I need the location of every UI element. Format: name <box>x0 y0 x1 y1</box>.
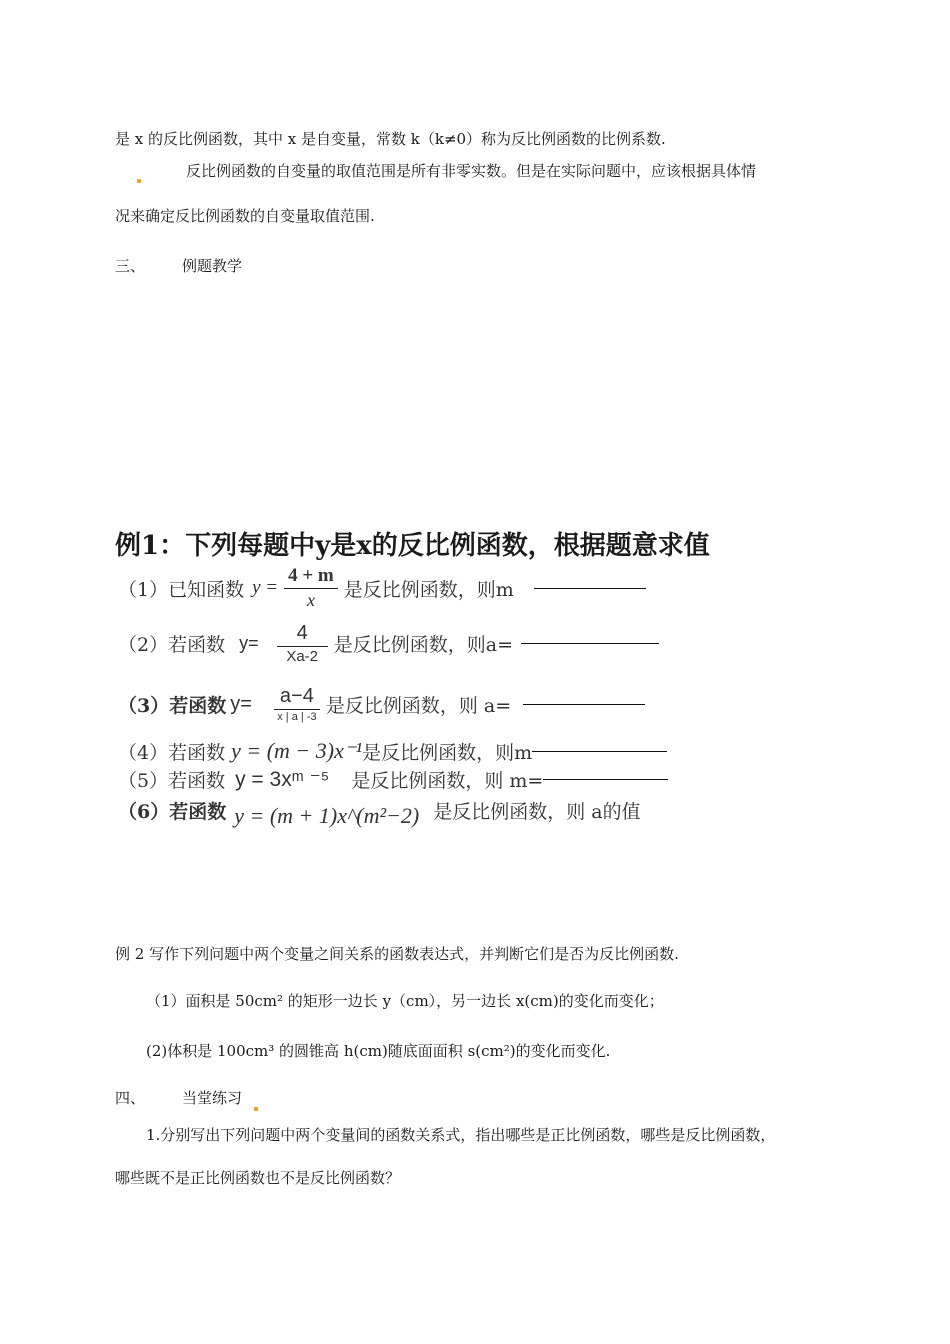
math-prefix: y= <box>230 692 252 715</box>
fraction <box>277 622 328 665</box>
item-tail: 是反比例函数，则m <box>362 741 533 764</box>
denominator: x <box>306 590 315 610</box>
marker-dot <box>254 1098 258 1117</box>
item-label: （2）若函数 <box>118 633 226 656</box>
item-label: （1）已知函数 <box>118 578 245 601</box>
marker-dot <box>137 170 141 189</box>
intro-line-1: 是 x 的反比例函数，其中 x 是自变量，常数 k（k≠0）称为反比例函数的比例系数. <box>115 130 666 148</box>
example-1-item-3 <box>118 677 645 731</box>
numerator: 4 + m <box>284 565 338 589</box>
section-3-title: 例题教学 <box>182 257 243 275</box>
answer-blank[interactable] <box>532 751 667 752</box>
example-1-item-1 <box>118 563 646 613</box>
numerator: 4 <box>277 622 328 647</box>
math-prefix: y= <box>239 632 259 653</box>
item-label: （5）若函数 <box>118 769 226 792</box>
item-tail: 是反比例函数，则 m= <box>351 769 544 792</box>
numerator: a−4 <box>274 685 320 710</box>
math-expression: y = 3xᵐ ⁻⁵ <box>235 767 330 791</box>
answer-blank[interactable] <box>523 704 645 705</box>
answer-blank[interactable] <box>521 643 659 644</box>
item-label: （4）若函数 <box>118 741 226 764</box>
intro-line-3: 况来确定反比例函数的自变量取值范围. <box>115 207 375 225</box>
denominator: x | a | -3 <box>277 711 317 723</box>
example-1-item-2 <box>118 617 659 669</box>
section-4-title: 当堂练习 <box>182 1089 243 1107</box>
math-expression: y = (m − 3)x⁻¹ <box>231 738 363 763</box>
example-1-item-6 <box>118 793 641 827</box>
answer-blank[interactable] <box>534 588 646 589</box>
example-2-question-2: (2)体积是 100cm³ 的圆锥高 h(cm)随底面面积 s(cm²)的变化而变化. <box>146 1042 611 1060</box>
example-2-title: 例 2 写作下列问题中两个变量之间关系的函数表达式，并判断它们是否为反比例函数. <box>115 945 679 963</box>
example-1-item-4 <box>118 737 667 765</box>
answer-blank[interactable] <box>543 779 668 780</box>
section-3-number: 三、 <box>115 257 146 275</box>
fraction <box>274 685 320 723</box>
item-tail: 是反比例函数，则 a的值 <box>433 800 641 823</box>
math-prefix: y = <box>252 577 279 598</box>
item-tail: 是反比例函数，则 a= <box>325 694 512 717</box>
item-label: （6）若函数 <box>118 800 227 823</box>
practice-line-1: 1.分别写出下列问题中两个变量间的函数关系式，指出哪些是正比例函数，哪些是反比例函数， <box>146 1126 776 1144</box>
example-2-question-1: （1）面积是 50cm² 的矩形一边长 y（cm），另一边长 x(cm)的变化而变化； <box>146 992 664 1010</box>
math-expression: y = (m + 1)x^(m²−2) <box>234 803 420 828</box>
practice-line-2: 哪些既不是正比例函数也不是反比例函数？ <box>115 1169 401 1187</box>
item-tail: 是反比例函数，则a= <box>333 633 513 656</box>
section-4-number: 四、 <box>115 1089 146 1107</box>
fraction <box>284 565 338 611</box>
item-tail: 是反比例函数，则m <box>343 578 514 601</box>
intro-line-2: 反比例函数的自变量的取值范围是所有非零实数。但是在实际问题中，应该根据具体情 <box>186 162 757 180</box>
denominator: Xa-2 <box>286 647 319 665</box>
example-1-item-5 <box>118 765 668 793</box>
item-label: （3）若函数 <box>118 694 227 717</box>
example-1-title: 例1：下列每题中y是x的反比例函数，根据题意求值 <box>115 531 710 561</box>
